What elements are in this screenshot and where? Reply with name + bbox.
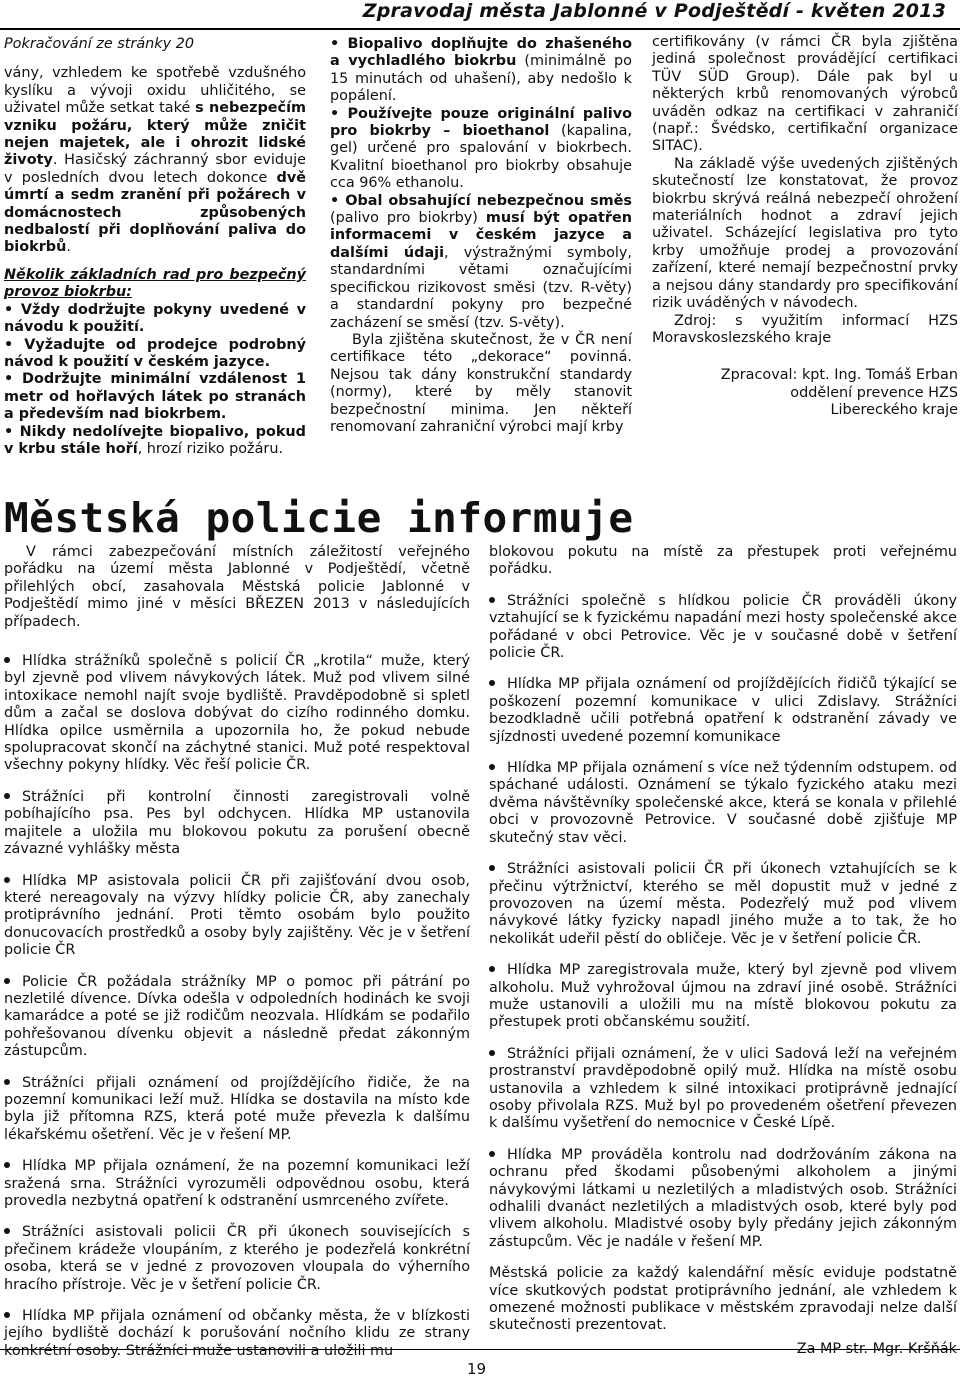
item-text: Strážníci přijali oznámení od projíždějícího řidiče, že na pozemní komunikaci leží muž. Hlídka se dostavila na místo kde byla již přítomna RZS, která poté muže převezla k dalšímu lékařskému ošetření. Věc je v řešení MP. [4,1074,470,1143]
rule-item: • Vždy dodržujte pokyny uvedené v návodu k použití. [4,302,306,337]
bullet-icon [489,680,495,686]
source-note: Zdroj: s využitím informací HZS Moravskoslezského kraje [652,312,958,346]
rule-item: • Vyžadujte od prodejce podrobný návod k použití v českém jazyce. [4,337,306,372]
text-run: , výstražnými symboly, standardními větami označujícími specifickou rizikovost směsi (tzv. R-věty) a standardní pokyny pro bezpečné zacházení se směsí (tzv. S-věty). [330,244,632,331]
police-item [489,1046,957,1133]
police-item [489,593,957,663]
author-line: Zpracoval: kpt. Ing. Tomáš Erban [720,367,958,384]
bold-text-run: Nikdy nedolívejte biopalivo, pokud v krbu stále hoří [4,423,306,457]
bullet-icon [489,1151,495,1157]
police-item [4,1075,470,1145]
item-text: Hlídka MP přijala oznámení s více než týdenním odstupem. od spáchané události. Oznámení se týkalo fyzického ataku mezi dvěma návštěvníky společenské akce, která se konala v přilehlé obci v provozovně Petrovice. V současné době zjišťuje MP skutečný stav věci. [489,760,957,846]
bullet-icon [489,865,495,871]
police-column-left [4,544,470,1374]
bullet-icon [4,793,10,799]
article-paragraph: Na základě výše uvedených zjištěných skutečností lze konstatovat, že provoz biokrbu skrývá reálná nebezpečí ohrožení materiálních hodnot a zdraví jejich uživatel. Scházející legislativa pro tyto krby umožňuje prodej a provozování zařízení, které nemají bezpečnostní prvky a nejsou dány standardy pro specifikování rizik uváděných v návodech. [652,155,958,312]
police-item [489,676,957,746]
bold-text-run: Používejte pouze originální palivo pro biokrby – bioethanol [330,105,632,140]
police-item [489,1147,957,1251]
police-item [4,974,470,1061]
item-text: Hlídka MP přijala oznámení od projíždějících řidičů týkající se poškození pozemní komunikace v ulici Zdislavy. Strážníci bezodkladně učili potřebná opatření k odstranění závady ve sjízdnosti uvedené pozemní komunikace [489,676,957,745]
item-text: Policie ČR požádala strážníky MP o pomoc při pátrání po nezletilé dívence. Dívka odešla v odpoledních hodinách ke svoji kamarádce a poté se již rodičům neozvala. Hlídkám se podařilo pohřešovanou dívenku objevit a následně předat zákonným zástupcům. [4,973,470,1060]
page-number: 19 [467,1360,487,1378]
police-item [4,789,470,859]
text-run: (minimálně po 15 minutách od uhašení), aby nedošlo k popálení. [330,53,632,105]
rule-item [330,106,632,193]
footer-rule [0,1349,960,1350]
police-item [4,873,470,960]
text-run: (kapalina, gel) určené pro spalování v biokrbech. Kvalitní bioethanol pro biokrby obsahuje cca 96% ethanolu. [330,123,632,192]
police-closing: Městská policie za každý kalendářní měsíc eviduje podstatně více skutkových podstat protiprávního jednání, ale vzhledem k omezené možnosti publikace v městském zpravodaji nelze další skutečnosti prezentovat. [489,1265,957,1334]
author-line: Libereckého kraje [830,402,958,419]
article-column-3 [652,34,958,420]
article-paragraph: Byla zjištěna skutečnost, že v ČR není certifikace této „dekorace“ povinná. Nejsou tak dány konstrukční standardy (normy), které by měly stanovit bezpečnostní minima. Jen někteří renomovaní zahraniční výrobci mají krby [330,331,632,435]
rule-item [330,193,632,332]
newsletter-title: Zpravodaj města Jablonné v Podještědí - květen 2013 [362,0,946,22]
page-header [0,0,960,30]
text-run: , hrozí riziko požáru. [137,440,284,457]
item-text: Hlídka MP přijala oznámení, že na pozemní komunikaci leží sražená srna. Strážníci vyrozuměli odpovědnou osobu, která provedla nezbytná opatření k odstranění usmrceného zvířete. [4,1158,470,1209]
bullet-icon [4,1079,10,1085]
police-item [4,1308,470,1360]
item-text: Hlídka strážníků společně s policií ČR „krotila“ muže, který byl zjevně pod vlivem návykových látek. Muž pod vlivem silné intoxikace nemohl najít svoje bydliště. Pravděpodobně si spletl dům a začal se doslova dobývat do cizího rodinného domku. Hlídka opilce usměrnila a upozornila ho, že pokud nebude spolupracovat skončí na záchytné stanici. Muž poté respektoval všechny pokyny hlídky. Věc řeší policie ČR. [4,653,470,774]
bullet-icon [4,1162,10,1168]
bold-text-run: dvě úmrtí a sedm zranění při požárech v domácnostech způsobených nedbalostí při doplňování paliva do biokrbů [4,169,306,256]
police-item [489,962,957,1032]
bold-text-run: s nebezpečím vzniku požáru, který může zničit nejen majetek, ale i ohrozit lidské životy [4,100,306,169]
bullet-icon [489,966,495,972]
item-text: Strážníci asistovali policii ČR při úkonech souvisejících s přečinem krádeže vloupáním, z kterého je podezřelá konkrétní osoba, která se v jedné z provozoven vloupala do výherního hracího přístroje. Věc je v šetření policie ČR. [4,1224,470,1293]
article-paragraph: certifikovány (v rámci ČR byla zjištěna jediná společnost provádějící certifikaci TÜV SÜD Group). Dále pak byl u některých krbů renomovaných výrobců uváděn odkaz na certifikaci v zahraničí (např.: Švédsko, certifikační organizace SITAC). [652,34,958,155]
text-run: . [66,239,71,256]
item-text: Strážníci společně s hlídkou policie ČR prováděli úkony vztahující se k fyzickému napadání mezi hosty společenské akce pořádané v obci Petrovice. Věc je v současné době v šetření policie ČR. [489,592,957,662]
bullet-icon [4,877,10,883]
rule-item [330,36,632,106]
item-text: Strážníci přijali oznámení, že v ulici Sadová leží na veřejném prostranství pravděpodobně opilý muž. Hlídka na místě osobu ustanovila a vzhledem k silné intoxikaci protiprávně jednající osoby přivolala RZS. Muž byl po provedeném ošetření převezen k dalšímu vyšetření do nemocnice v České Lípě. [489,1045,957,1132]
text-run: . Hasičský záchranný sbor eviduje v posledních dvou letech dokonce [4,152,306,186]
police-item-continuation: blokovou pokutu na místě za přestupek proti veřejnému pořádku. [489,544,957,578]
rules-heading: Několik základních rad pro bezpečný provoz biokrbu: [4,266,306,301]
bold-text-run: Obal obsahující nebezpečnou směs [345,192,632,209]
article-paragraph [4,65,306,256]
article-column-1 [4,36,306,458]
police-item [4,653,470,775]
text-run: (palivo pro biokrby) [330,210,486,227]
police-item [489,760,957,847]
bold-text-run: Biopalivo doplňujte do zhašeného a vychladlého biokrbu [330,36,632,70]
police-signature: Za MP str. Mgr. Kršňák [796,1340,957,1357]
police-item [4,1224,470,1294]
item-text: Hlídka MP prováděla kontrolu nad dodržováním zákona na ochranu před škodami působenými alkoholem a jinými návykovými látkami u nezletilých a mladistvých osob. Strážníci odhalili dvanáct nezletilých a mladistvých osob, které byly pod vlivem alkoholu. Mladistvé osoby byly předány jejich zákonným zástupcům. Věc je nadále v řešení MP. [489,1146,957,1250]
item-text: Hlídka MP přijala oznámení od občanky města, že v blízkosti jejího bydliště dochází k porušování nočního klidu ze strany konkrétní osoby. Strážníci muže ustanovili a uložili mu [4,1308,470,1359]
bullet-icon [489,1050,495,1056]
author-line: oddělení prevence HZS [790,384,958,401]
item-text: Strážníci při kontrolní činnosti zaregistrovali volně pobíhajícího psa. Pes byl odchycen. Hlídka MP ustanovila majitele a uložila mu blokovou pokutu za porušení obecně závazné vyhlášky města [4,788,470,858]
item-text: Hlídka MP asistovala policii ČR při zajišťování dvou osob, které nereagovaly na výzvy hlídky policie ČR, aby zanechaly protiprávního jednání. Proti těmto osobám bylo použito donucovacích prostředků a osoby byly zajištěny. Věc je v šetření policie ČR [4,872,470,959]
bullet-icon [4,978,10,984]
item-text: Hlídka MP zaregistrovala muže, který byl zjevně pod vlivem alkoholu. Muž vyhrožoval újmou na zdraví jiné osobě. Strážníci muže ustanovili a uložili mu na místě blokovou pokutu za přestupek proti občanskému soužití. [489,962,957,1031]
rule-item: • Dodržujte minimální vzdálenost 1 metr od hořlavých látek po stranách a především nad biokrbem. [4,371,306,423]
police-item [4,1158,470,1210]
bold-text-run: musí být opatřen informacemi v českém jazyce a dalšími údaji [330,210,632,261]
bullet-icon [4,1312,10,1318]
article-column-2 [330,36,632,436]
police-column-right [489,544,957,1372]
continuation-note: Pokračování ze stránky 20 [4,36,195,52]
bullet-icon [489,764,495,770]
police-item [489,861,957,948]
bullet-icon [4,1228,10,1234]
rule-item [4,424,306,459]
police-intro: V rámci zabezpečování místních záležitostí veřejného pořádku na území města Jablonné v Podještědí, včetně přilehlých obcí, zasahovala Městská policie Jablonné v Podještědí mimo jiné v měsíci BŘEZEN 2013 v následujících případech. [4,544,470,630]
bullet-icon [4,657,10,663]
section-title: Městská policie informuje [4,494,634,542]
item-text: Strážníci asistovali policii ČR při úkonech vztahujících se k přečinu výtržnictví, kterého se měl dopustit muž v jedné z provozoven na území města. Podezřelý muž pod vlivem návykové látky fyzicky napadl jiného muže a to tak, že ho nekolikát udeřil pěstí do obličeje. Věc je v šetření policie ČR. [489,861,957,947]
bullet-icon [489,597,495,603]
text-run: vány, vzhledem ke spotřebě vzdušného kyslíku a vývoji oxidu uhličitého, se uživatel může setkat také [4,65,306,117]
